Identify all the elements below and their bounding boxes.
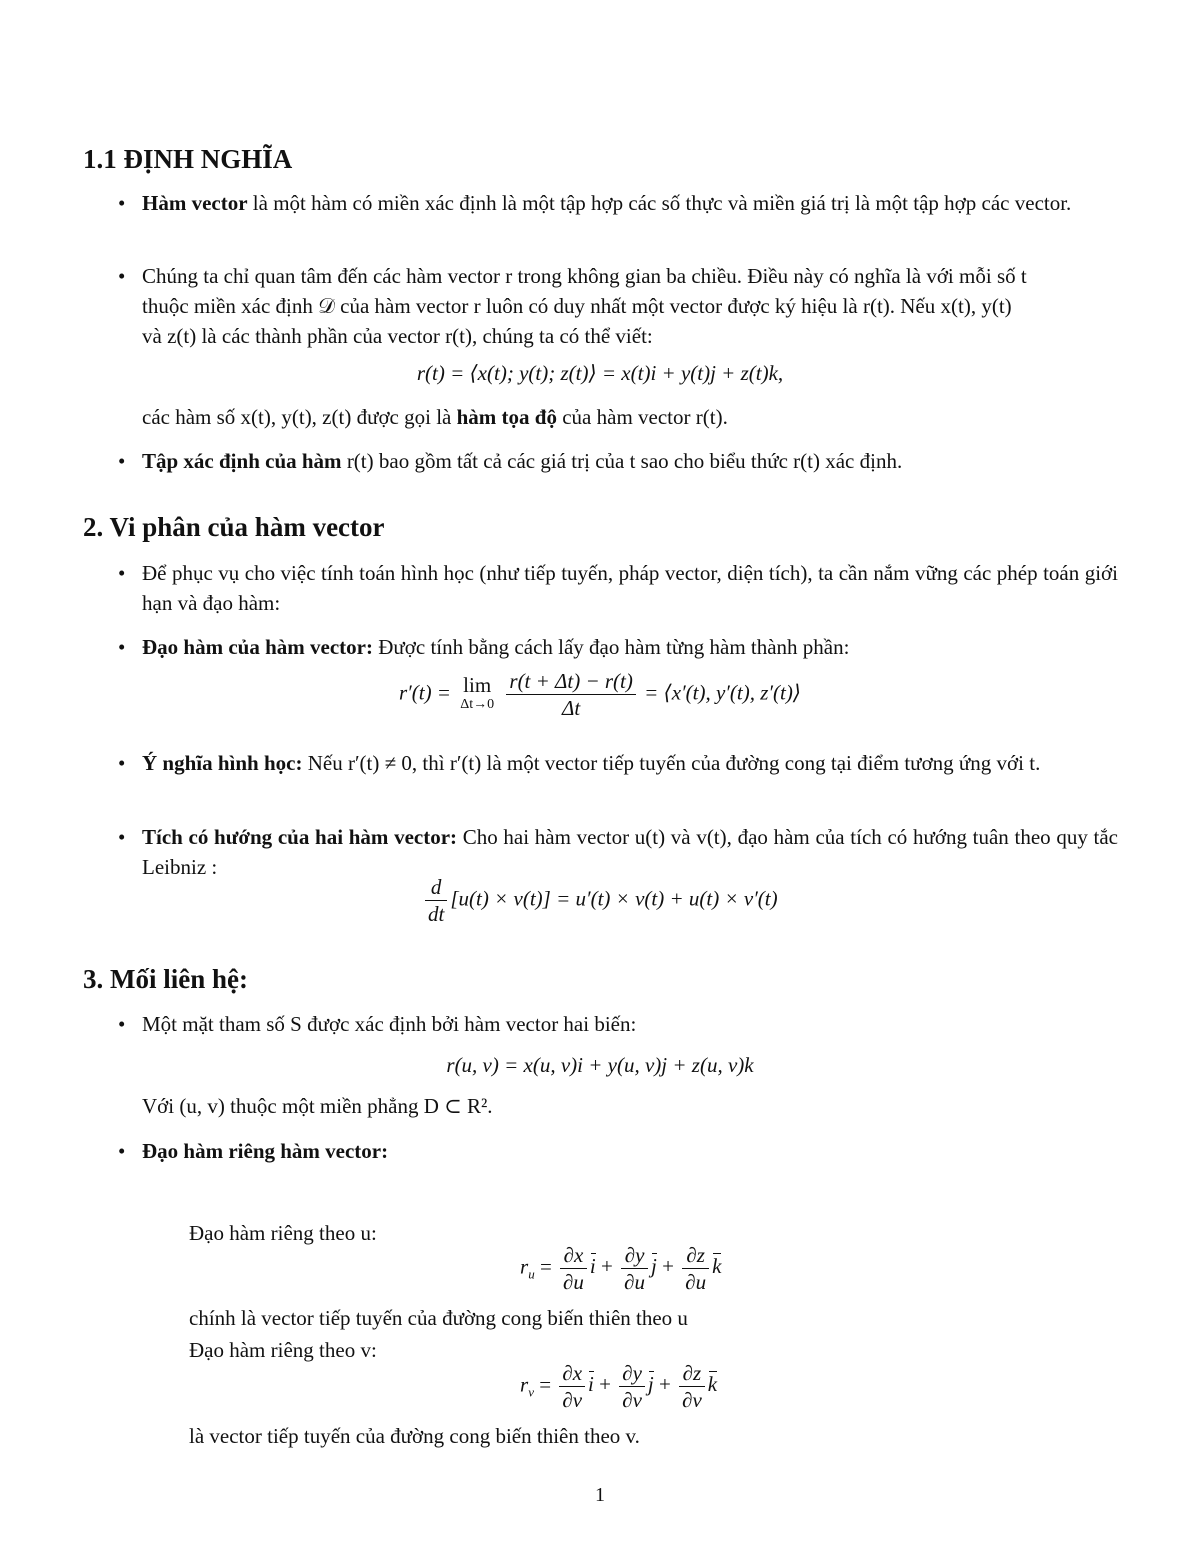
equation-terms [556, 1361, 718, 1412]
item-text: r(t) bao gồm tất cả các giá trị của t sao cho biểu thức r(t) xác định. [341, 449, 903, 473]
unit-vector: i [588, 1369, 594, 1399]
limit-subscript: Δt→0 [460, 696, 495, 712]
unit-vector: j [651, 1251, 657, 1281]
section-heading-1: 1.1 ĐỊNH NGHĨA [83, 144, 293, 174]
list-item [118, 446, 1118, 476]
list-item [118, 188, 1118, 218]
numerator: ∂z [679, 1360, 705, 1387]
numerator: ∂x [560, 1242, 587, 1269]
denominator: Δt [562, 696, 581, 720]
item-text: Nếu r′(t) ≠ 0, thì r′(t) là một vector tiếp tuyến của đường cong tại điểm tương ứng với t. [302, 751, 1041, 775]
item-text: Cho hai hàm vector u(t) và v(t), đạo hàm của tích có hướng tuân theo quy tắc Leibniz : [142, 825, 1119, 879]
equation-vector-function: r(t) = ⟨x(t); y(t); z(t)⟩ = x(t)i + y(t)j + z(t)k, [416, 361, 784, 385]
denominator: dt [428, 902, 445, 926]
paragraph: Đạo hàm riêng theo u: [189, 1221, 377, 1245]
fraction [506, 668, 636, 721]
equation-partial-v [520, 1360, 1020, 1413]
bullet: • [118, 1012, 126, 1036]
fraction [679, 1360, 705, 1413]
list-item [118, 558, 1118, 618]
unit-vector: i [590, 1251, 596, 1281]
subscript: v [528, 1384, 534, 1400]
paragraph [142, 402, 728, 432]
paragraph [142, 261, 1118, 351]
bullet: • [118, 449, 126, 473]
denominator: ∂u [624, 1270, 645, 1294]
paragraph: Với (u, v) thuộc một miền phẳng D ⊂ R². [142, 1094, 493, 1118]
bullet: • [118, 635, 126, 659]
paragraph [142, 632, 1118, 662]
text-line: và z(t) là các thành phần của vector r(t), chúng ta có thể viết: [142, 324, 653, 348]
paragraph: Để phục vụ cho việc tính toán hình học (như tiếp tuyến, pháp vector, diện tích), ta cần nắm vững các phép toán giới hạn và đạo hàm: [142, 561, 1118, 615]
paragraph [142, 822, 1118, 882]
paragraph [142, 748, 1118, 778]
bullet: • [118, 825, 126, 849]
bullet: • [118, 264, 126, 288]
fraction [559, 1360, 585, 1413]
list-item [118, 822, 1118, 882]
section-heading-3: 3. Mối liên hệ: [83, 964, 248, 994]
paragraph: chính là vector tiếp tuyến của đường cong biến thiên theo u [189, 1306, 688, 1330]
paragraph [142, 1136, 1118, 1166]
denominator: ∂v [622, 1388, 642, 1412]
paragraph [142, 446, 1118, 476]
numerator: ∂z [682, 1242, 709, 1269]
bold-term: Đạo hàm riêng hàm vector: [142, 1139, 389, 1163]
unit-vector: k [712, 1251, 721, 1281]
numerator: ∂y [619, 1360, 645, 1387]
list-item [118, 748, 1118, 778]
equation-terms [557, 1243, 722, 1294]
bold-term: Ý nghĩa hình học: [142, 751, 303, 775]
bullet: • [118, 1139, 126, 1163]
equation-derivative-limit [0, 668, 1200, 721]
operator: + [595, 1254, 619, 1279]
bold-term: Hàm vector [142, 191, 248, 215]
unit-vector: k [708, 1369, 717, 1399]
numerator: d [425, 874, 447, 901]
list-item [118, 1009, 1118, 1039]
page-number: 1 [595, 1484, 605, 1506]
text-line: thuộc miền xác định 𝒟 của hàm vector r luôn có duy nhất một vector được ký hiệu là r(t). Nếu x(t), y(t) [142, 294, 1012, 318]
equation-rhs: = ⟨x′(t), y′(t), z′(t)⟩ [644, 680, 802, 705]
bullet: • [118, 561, 126, 585]
fraction [682, 1242, 709, 1295]
list-item [118, 632, 1118, 662]
denominator: ∂u [563, 1270, 584, 1294]
item-text: là một hàm có miền xác định là một tập hợp các số thực và miền giá trị là một tập hợp các vector. [247, 191, 1072, 215]
denominator: ∂u [685, 1270, 707, 1294]
fraction [619, 1360, 645, 1413]
paragraph: Đạo hàm riêng theo v: [189, 1338, 377, 1362]
equals-sign: = [539, 1372, 552, 1397]
list-item [118, 261, 1118, 351]
fraction [621, 1242, 648, 1295]
equation-lhs: r′(t) = [398, 680, 451, 705]
equation-parametric-surface: r(u, v) = x(u, v)i + y(u, v)j + z(u, v)k [446, 1053, 754, 1077]
bold-term: Tập xác định của hàm [142, 449, 342, 473]
limit-operator [460, 672, 495, 715]
equation-leibniz [422, 874, 1122, 927]
fraction [560, 1242, 587, 1295]
equation-partial-u [520, 1242, 1020, 1295]
limit-text: lim [463, 672, 492, 697]
item-text: Được tính bằng cách lấy đạo hàm từng hàm thành phần: [372, 635, 850, 659]
operator: + [593, 1372, 617, 1397]
unit-vector: j [648, 1369, 654, 1399]
numerator: r(t + Δt) − r(t) [506, 668, 636, 695]
equation-lhs: r [520, 1372, 529, 1397]
equation-rhs: [u(t) × v(t)] = u′(t) × v(t) + u(t) × v′(t) [450, 886, 778, 911]
fraction [425, 874, 447, 927]
equals-sign: = [539, 1254, 552, 1279]
operator: + [653, 1372, 677, 1397]
bold-term: hàm tọa độ [456, 405, 557, 429]
bullet: • [118, 191, 126, 215]
section-heading-2: 2. Vi phân của hàm vector [83, 512, 385, 542]
paragraph: Một mặt tham số S được xác định bởi hàm vector hai biến: [142, 1012, 637, 1036]
bullet: • [118, 751, 126, 775]
paragraph: là vector tiếp tuyến của đường cong biến thiên theo v. [189, 1424, 640, 1448]
text-line: Chúng ta chỉ quan tâm đến các hàm vector r trong không gian ba chiều. Điều này có nghĩa là với mỗi số t [142, 264, 1027, 288]
text-run: của hàm vector r(t). [556, 405, 728, 429]
bold-term: Đạo hàm của hàm vector: [142, 635, 373, 659]
bold-term: Tích có hướng của hai hàm vector: [142, 825, 458, 849]
paragraph [142, 188, 1118, 218]
numerator: ∂y [621, 1242, 648, 1269]
subscript: u [528, 1266, 535, 1282]
denominator: ∂v [682, 1388, 702, 1412]
denominator: ∂v [562, 1388, 583, 1412]
text-run: các hàm số x(t), y(t), z(t) được gọi là [142, 405, 457, 429]
operator: + [656, 1254, 680, 1279]
list-item [118, 1136, 1118, 1166]
equation-lhs: r [520, 1254, 529, 1279]
numerator: ∂x [559, 1360, 585, 1387]
